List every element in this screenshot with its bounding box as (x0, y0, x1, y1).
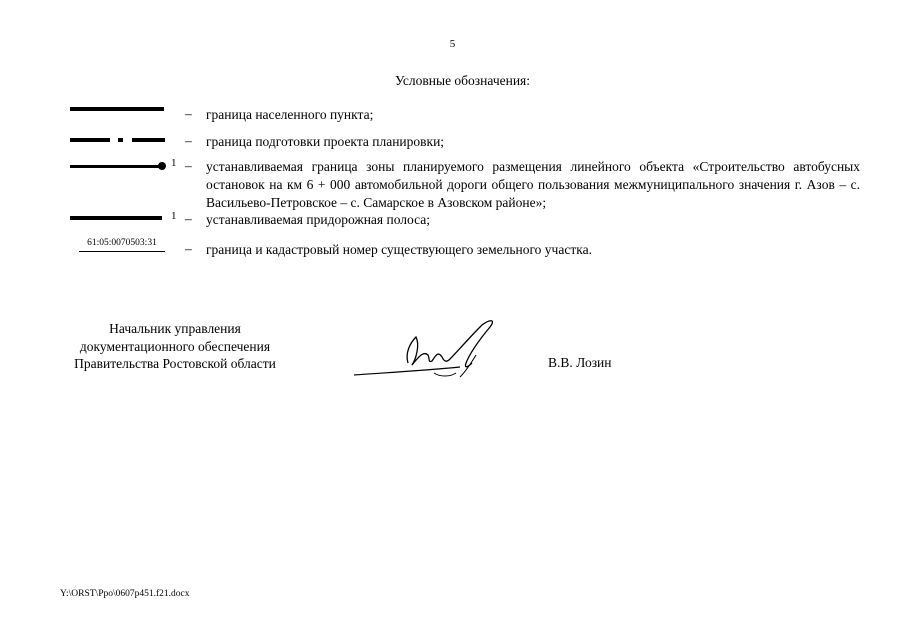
legend-dash: – (185, 158, 192, 173)
page-number: 5 (449, 38, 456, 50)
legend-dash: – (185, 106, 192, 121)
legend-description: устанавливаемая придорожная полоса; (206, 212, 431, 227)
legend-description: граница подготовки проекта планировки; (206, 134, 445, 149)
legend-description: устанавливаемая граница зоны планируемого размещения линейного объекта «Строительство автобусных остановок на км 6 + 000 автомобильной дороги общего пользования межмуниципального значения г. Азов – с. Васильево-Петровское – с. Самарское в Азовском районе»; (206, 159, 860, 210)
boundary-dot-icon (158, 162, 166, 170)
legend-title: Условные обозначения: (394, 73, 531, 88)
legend-description: граница и кадастровый номер существующего земельного участка. (206, 242, 592, 257)
legend-label-number: 1 (171, 210, 177, 222)
signer-name: В.В. Лозин (548, 355, 612, 370)
cadastral-number: 61:05:0070503:31 (79, 238, 165, 252)
legend-dash: – (185, 133, 192, 148)
legend-dash: – (185, 211, 192, 226)
legend-description: граница населенного пункта; (206, 107, 374, 122)
signer-position-line: Правительства Ростовской области (74, 356, 276, 371)
handwritten-signature (350, 315, 510, 390)
signer-position-line: документационного обеспечения (79, 338, 271, 354)
file-path: Y:\ORST\Ppo\0607p451.f21.docx (60, 589, 190, 599)
signer-position (60, 320, 290, 373)
legend-dash: – (185, 241, 192, 256)
signer-position-line: Начальник управления (109, 321, 241, 336)
legend-label-number: 1 (171, 157, 177, 169)
